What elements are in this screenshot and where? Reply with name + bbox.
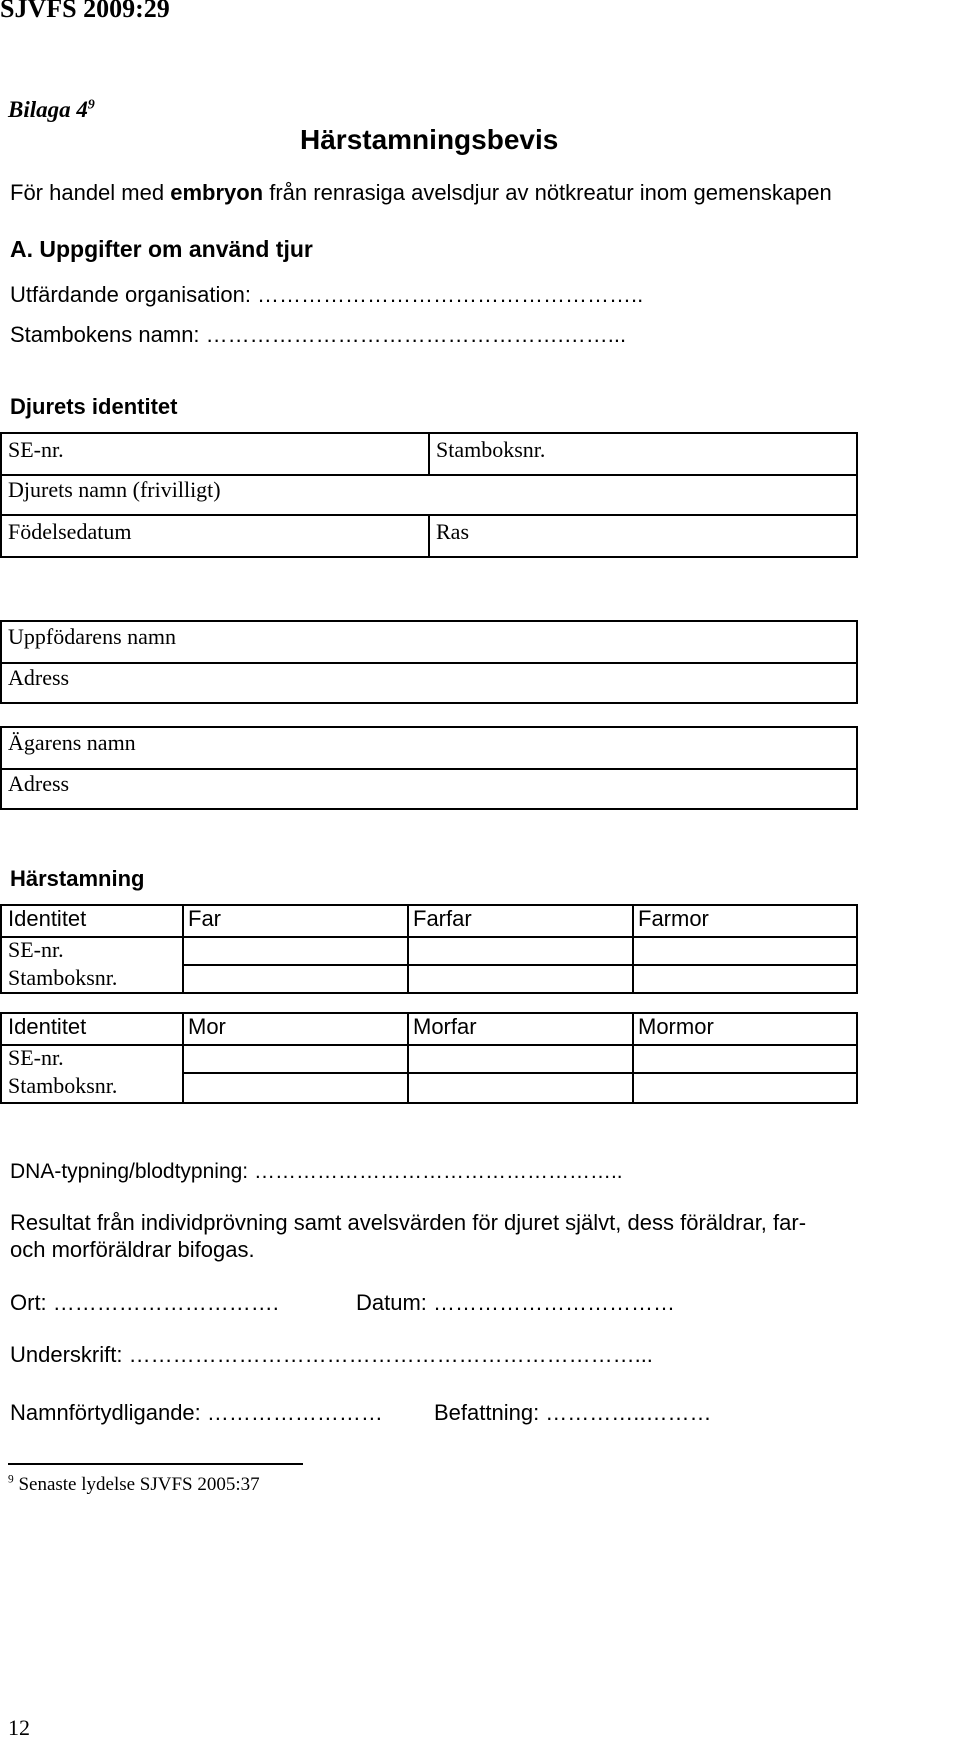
document-reference: SJVFS 2009:29 [0, 0, 170, 23]
bilaga-text: Bilaga 4 [8, 97, 88, 122]
subtitle-bold: embryon [170, 180, 264, 205]
dam-stamboksnr-label: Stamboksnr. [8, 1073, 118, 1098]
page-number: 12 [8, 1715, 30, 1740]
owner-name-cell[interactable]: Ägarens namn [8, 730, 136, 755]
sire-far-header: Far [188, 906, 221, 931]
breeder-name-cell[interactable]: Uppfödarens namn [8, 624, 177, 649]
animal-name-cell[interactable]: Djurets namn (frivilligt) [8, 477, 221, 502]
pedigree-heading: Härstamning [10, 866, 145, 891]
dam-mor-header: Mor [188, 1014, 226, 1039]
footnote-number: 9 [8, 1473, 14, 1486]
result-line-1: Resultat från individprövning samt avelsvärden för djuret självt, dess föräldrar, far- [10, 1210, 807, 1235]
bilaga-footnote-ref: 9 [87, 96, 95, 112]
dna-field[interactable]: DNA-typning/blodtypning: …………………………………………….. [10, 1160, 623, 1183]
identity-heading: Djurets identitet [10, 394, 178, 419]
place-field[interactable]: Ort: …………………………. [10, 1290, 279, 1315]
sire-stamboksnr-label: Stamboksnr. [8, 965, 118, 990]
herdbook-field[interactable]: Stambokens namn: ………………………………………….……... [10, 322, 627, 347]
position-field[interactable]: Befattning: …………..……… [434, 1400, 712, 1425]
signature-field[interactable]: Underskrift: ……………………………………………………………... [10, 1342, 653, 1367]
date-field[interactable]: Datum: …………………………… [356, 1290, 676, 1315]
bilaga-label [8, 97, 95, 123]
sire-farmor-header: Farmor [638, 906, 709, 931]
footnote [8, 1474, 260, 1496]
birthdate-cell[interactable]: Födelsedatum [8, 519, 132, 544]
footnote-divider [8, 1463, 303, 1465]
subtitle [10, 180, 832, 206]
breed-cell[interactable]: Ras [436, 519, 469, 544]
dam-mormor-header: Mormor [638, 1014, 714, 1039]
footnote-text: Senaste lydelse SJVFS 2005:37 [18, 1474, 260, 1495]
subtitle-post: från renrasiga avelsdjur av nötkreatur inom gemenskapen [263, 180, 832, 205]
section-a-heading: A. Uppgifter om använd tjur [10, 236, 313, 262]
dam-identitet-label: Identitet [8, 1014, 87, 1039]
dam-se-nr-label: SE-nr. [8, 1045, 64, 1070]
subtitle-pre: För handel med [10, 180, 171, 205]
se-nr-cell[interactable]: SE-nr. [8, 437, 64, 462]
result-line-2: och morföräldrar bifogas. [10, 1237, 255, 1262]
sire-farfar-header: Farfar [413, 906, 472, 931]
page-title: Härstamningsbevis [300, 124, 559, 155]
breeder-address-cell[interactable]: Adress [8, 665, 70, 690]
sire-identitet-label: Identitet [8, 906, 87, 931]
issuer-field[interactable]: Utfärdande organisation: …………………………………………….. [10, 282, 644, 307]
name-clarification-field[interactable]: Namnförtydligande: …………………… [10, 1400, 383, 1425]
dam-morfar-header: Morfar [413, 1014, 477, 1039]
owner-address-cell[interactable]: Adress [8, 771, 70, 796]
stamboksnr-cell[interactable]: Stamboksnr. [436, 437, 546, 462]
sire-se-nr-label: SE-nr. [8, 937, 64, 962]
